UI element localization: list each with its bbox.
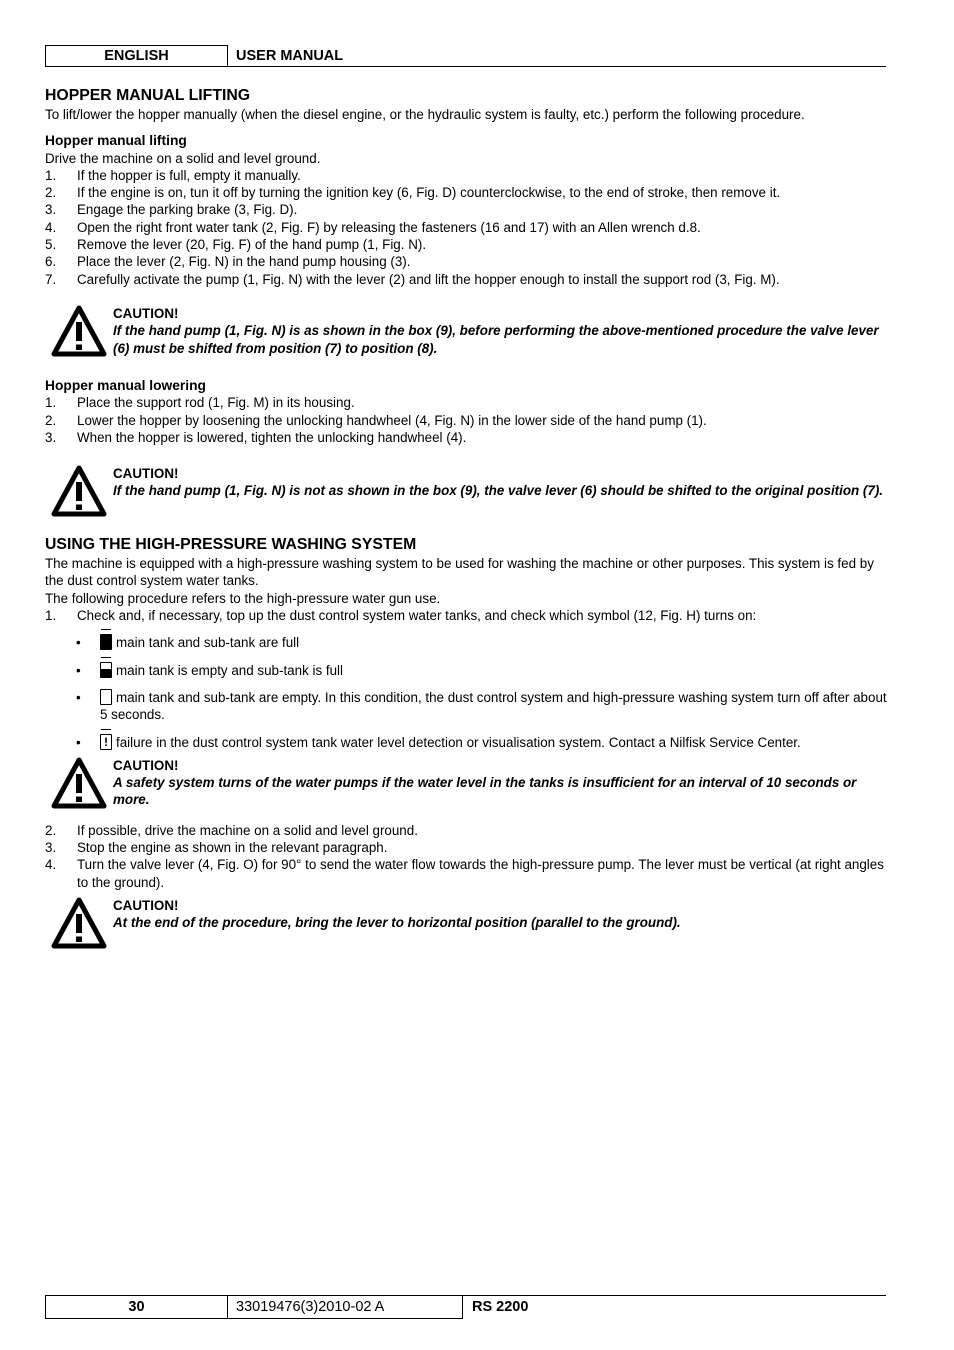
list-item: • main tank and sub-tank are empty. In this condition, the dust control system and high-pressure washing system turn off after about 5 seconds. <box>76 689 887 723</box>
lifting-intro: Drive the machine on a solid and level ground. <box>45 150 321 166</box>
caution-box <box>45 465 890 521</box>
page-content <box>45 86 890 953</box>
tank-full-icon <box>100 634 112 650</box>
caution-box <box>45 757 890 813</box>
header-title: USER MANUAL <box>236 48 344 64</box>
caution-text: If the hand pump (1, Fig. N) is not as shown in the box (9), the valve lever (6) should be shifted to the original position (7). <box>113 483 884 499</box>
caution-title: CAUTION! <box>113 305 179 321</box>
list-item: 1. Place the support rod (1, Fig. M) in its housing. <box>45 395 355 411</box>
document-code: 33019476(3)2010-02 A <box>228 1296 463 1319</box>
list-item: 2. If the engine is on, tun it off by turning the ignition key (6, Fig. D) counterclockwise, to the end of stroke, then remove it. <box>45 185 781 201</box>
model-name: RS 2200 <box>472 1299 529 1315</box>
warning-icon <box>51 757 107 809</box>
page-number: 30 <box>45 1296 228 1319</box>
tank-symbol-list <box>45 634 890 750</box>
list-item: 1. Check and, if necessary, top up the dust control system water tanks, and check which symbol (12, Fig. H) turns on: <box>45 608 757 624</box>
tank-half-icon <box>100 662 112 678</box>
list-item: • main tank and sub-tank are full <box>45 634 890 651</box>
list-item: 4. Open the right front water tank (2, Fig. F) by releasing the fasteners (16 and 17) with an Allen wrench d.8. <box>45 219 701 235</box>
washing-steps-2 <box>45 822 890 891</box>
lifting-steps <box>45 167 890 288</box>
caution-title: CAUTION! <box>113 466 179 482</box>
caution-text: At the end of the procedure, bring the lever to horizontal position (parallel to the ground). <box>113 915 681 931</box>
caution-text: If the hand pump (1, Fig. N) is as shown in the box (9), before performing the above-mentioned procedure the valve lever (6) must be shifted from position (7) to position (8). <box>113 323 879 356</box>
list-item: 3. When the hopper is lowered, tighten the unlocking handwheel (4). <box>45 429 467 445</box>
list-item: • main tank is empty and sub-tank is full <box>45 662 890 679</box>
section-title-hopper: HOPPER MANUAL LIFTING <box>45 87 251 104</box>
caution-box <box>45 897 890 953</box>
list-item: 3. Stop the engine as shown in the relevant paragraph. <box>45 840 388 856</box>
washing-steps-1 <box>45 607 890 624</box>
warning-icon <box>51 465 107 517</box>
list-item: 4. Turn the valve lever (4, Fig. O) for 90° to send the water flow towards the high-pressure pump. The lever must be vertical (at right angles to the ground). <box>45 857 884 890</box>
page-header <box>45 45 886 67</box>
caution-box <box>45 305 890 361</box>
list-item: 1. If the hopper is full, empty it manually. <box>45 167 301 183</box>
subsection-title-lowering: Hopper manual lowering <box>45 377 206 393</box>
washing-intro-1: The machine is equipped with a high-pressure washing system to be used for washing the machine or other purposes. This system is fed by the dust control system water tanks. <box>45 556 874 589</box>
caution-title: CAUTION! <box>113 898 179 914</box>
list-item: 2. Lower the hopper by loosening the unlocking handwheel (4, Fig. N) in the lower side of the hand pump (1). <box>45 412 707 428</box>
washing-intro-2: The following procedure refers to the high-pressure water gun use. <box>45 590 441 606</box>
list-item: 7. Carefully activate the pump (1, Fig. N) with the lever (2) and lift the hopper enough to install the support rod (3, Fig. M). <box>45 271 780 287</box>
caution-text: A safety system turns of the water pumps if the water level in the tanks is insufficient for an interval of 10 seconds or more. <box>113 775 857 808</box>
lowering-steps <box>45 394 890 446</box>
list-item: 5. Remove the lever (20, Fig. F) of the hand pump (1, Fig. N). <box>45 237 427 253</box>
tank-alert-icon: ! <box>100 734 112 750</box>
warning-icon <box>51 897 107 949</box>
tank-empty-icon <box>100 689 112 705</box>
list-item: 2. If possible, drive the machine on a solid and level ground. <box>45 822 418 838</box>
page-footer <box>45 1295 886 1319</box>
subsection-title-lifting: Hopper manual lifting <box>45 133 187 149</box>
list-item: 3. Engage the parking brake (3, Fig. D). <box>45 202 298 218</box>
list-item: 6. Place the lever (2, Fig. N) in the hand pump housing (3). <box>45 254 411 270</box>
section-title-washing: USING THE HIGH-PRESSURE WASHING SYSTEM <box>45 536 417 554</box>
list-item: • ! failure in the dust control system tank water level detection or visualisation system. Contact a Nilfisk Service Center. <box>45 734 890 751</box>
hopper-intro: To lift/lower the hopper manually (when the diesel engine, or the hydraulic system is faulty, etc.) perform the following procedure. <box>45 107 805 122</box>
header-language: ENGLISH <box>45 45 228 67</box>
caution-title: CAUTION! <box>113 757 179 773</box>
warning-icon <box>51 305 107 357</box>
